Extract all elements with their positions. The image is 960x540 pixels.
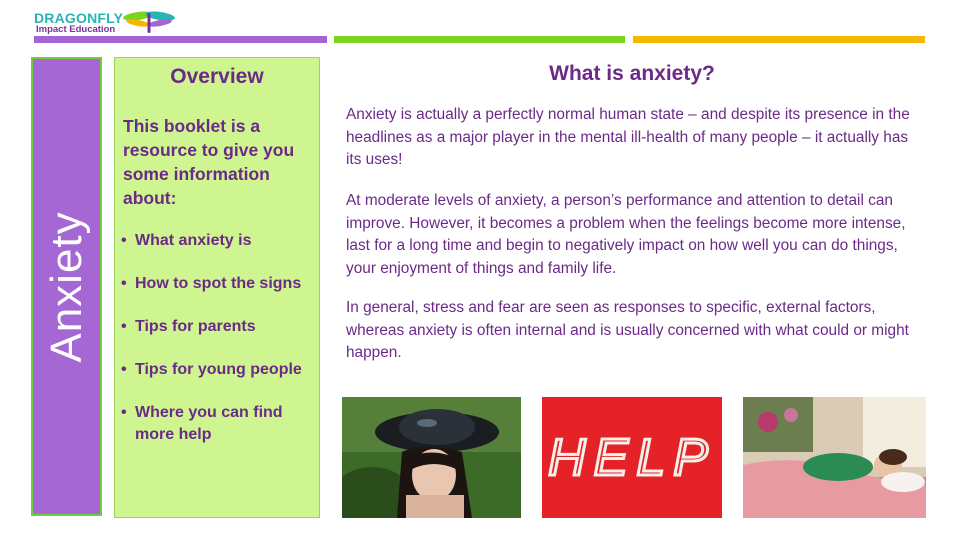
logo-subtitle: Impact Education	[36, 24, 116, 35]
list-item-text: Tips for parents	[135, 318, 256, 335]
overview-intro: This booklet is a resource to give you some information about:	[123, 116, 295, 208]
purple-divider-bar	[34, 36, 327, 43]
dragonfly-icon	[122, 10, 176, 34]
list-item-text: Where you can find more help	[135, 404, 283, 443]
help-text: HELP	[548, 429, 716, 487]
paragraph: At moderate levels of anxiety, a person’s performance and attention to detail can improve. However, it becomes a problem when the feelings become more intense, last for a long time and begin to negatively impact on how well you can do things, your enjoyment of things and family life.	[346, 192, 906, 277]
list-item: • How to spot the signs	[121, 273, 313, 295]
list-item-text: What anxiety is	[135, 232, 252, 249]
photo-sleeping-girl	[743, 397, 926, 518]
list-item: • Tips for young people	[121, 359, 313, 381]
logo-brand: DRAGONFLY	[34, 10, 124, 26]
list-item-text: Tips for young people	[135, 361, 302, 378]
overview-list	[121, 230, 313, 467]
list-item: • What anxiety is	[121, 230, 313, 252]
overview-panel	[114, 57, 320, 518]
paragraph: Anxiety is actually a perfectly normal human state – and despite its presence in the headlines as a major player in the mental ill-health of many people – it actually has its uses!	[346, 106, 910, 168]
main-title: What is anxiety?	[549, 62, 715, 85]
photo-girl-hat	[342, 397, 521, 518]
overview-title: Overview	[170, 65, 264, 88]
list-item: • Tips for parents	[121, 316, 313, 338]
sidebar-title: Anxiety	[41, 210, 91, 363]
list-item-text: How to spot the signs	[135, 275, 302, 292]
photo-help-matches	[542, 397, 722, 518]
sidebar-panel	[31, 57, 102, 516]
list-item: • Where you can find more help	[121, 402, 313, 446]
paragraph: In general, stress and fear are seen as responses to specific, external factors, whereas anxiety is often internal and is usually concerned with what could or might happen.	[346, 299, 909, 361]
green-divider-bar	[334, 36, 625, 43]
yellow-divider-bar	[633, 36, 925, 43]
dragonfly-logo	[34, 10, 174, 36]
